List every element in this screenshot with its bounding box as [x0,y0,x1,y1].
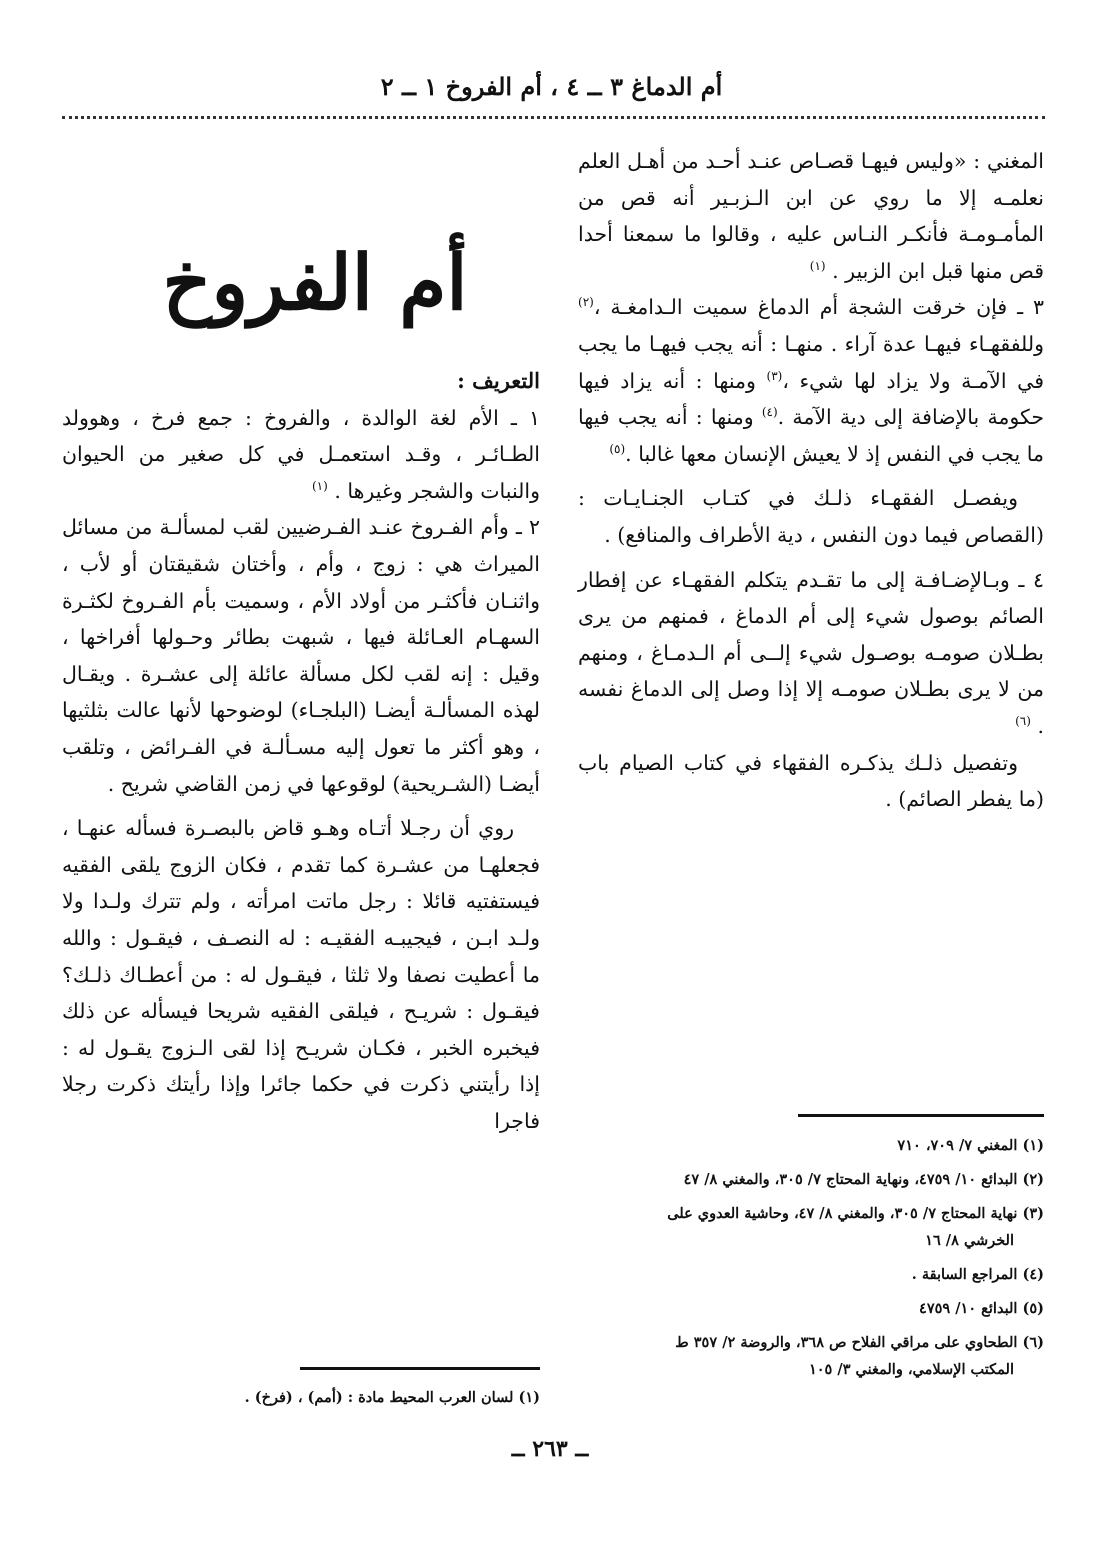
footnote-text: المغني ٧/ ٧٠٩، ٧١٠ [897,1137,1018,1154]
footnote-ref: (٣) [766,368,783,383]
footnote-ref: (٢) [578,295,594,310]
paragraph [578,289,1044,472]
footnote-number: (٥) [1022,1300,1044,1317]
paragraph-text: ٣ ـ فإن خرقت الشجة أم الدماغ سميت الـدامغـة ، [593,295,1044,320]
footnote-text: المراجع السابقة . [911,1266,1018,1283]
running-header: أم الدماغ ٣ ــ ٤ ، أم الفروخ ١ ــ ٢ [380,72,723,101]
footnotes-right [578,1132,1044,1390]
footnote-number: (١) [1022,1137,1044,1154]
paragraph: روي أن رجـلا أتـاه وهـو قاض بالبصـرة فسأله عنهـا ، فجعلهـا من عشـرة كما تقدم ، فكان الزوج يلقى الفقيه فيستفتيه قائلا : رجل ماتت امرأته ، ولم تترك ولـدا ولا ولـد ابـن ، فيجيبـه الفقيـه : له النصـف ، فيقـول : والله ما أعطيت نصفا ولا ثلثا ، فيقـول له : من أعطـاك ذلـك؟ فيقـول : شريـح ، فيلقى الفقيه شريحا فيسأله عن ذلك فيخبره الخبر ، فكـان شريـح إذا لقى الـزوج يقـول له : إذا رأيتني ذكرت في حكما جائرا وإذا رأيتك ذكرت رجلا فاجرا [62,816,540,1133]
footnote-text: لسان العرب المحيط مادة : (أمم) ، (فرخ) . [244,1389,514,1406]
footnote-number: (١) [518,1389,540,1406]
page-number: ــ ٢٦٣ ــ [511,1436,589,1462]
footnote [578,1166,1044,1193]
footnote-text: نهاية المحتاج ٧/ ٣٠٥، والمغني ٨/ ٤٧، وحاشية العدوي على [667,1205,1018,1222]
paragraph: ويفصـل الفقهـاء ذلـك في كتـاب الجنـايـات : (القصاص فيما دون النفس ، دية الأطراف والمنافع) . [578,486,1044,547]
footnote [578,1329,1044,1383]
paragraph-text: المغني : «وليس فيهـا قصـاص عنـد أحـد من أهـل العلم نعلمـه إلا ما روي عن ابن الـزبـير أنه قص من المأمـومـة فأنكـر النـاس عليه ، وقالوا ما سمعنا أحدا قص منها قبل ابن الزبير . [578,149,1044,283]
footnote-ref: (٥) [609,441,626,456]
footnote [62,1384,540,1411]
footnote-number: (٤) [1022,1266,1044,1283]
paragraph-text: وللفقهـاء فيهـا عدة آراء . منهـا : أنه يجب فيهـا ما يجب في الآمـة ولا يزاد لها شيء ، [578,331,1044,393]
footnote [578,1132,1044,1159]
paragraph [578,143,1044,289]
paragraph-text: ٤ ـ وبـالإضـافـة إلى ما تقـدم يتكلم الفقهـاء عن إفطار الصائم بوصول شيء إلى أم الدماغ ، فمنهم من يرى بطـلان صومـه بوصـول شيء إلــى أم الـدمـاغ ، ومنهم من لا يرى بطـلان صومـه إلا إذا وصل إلى الدماغ نفسه . [578,567,1044,738]
footnote-text: المكتب الإسلامي، والمغني ٣/ ١٠٥ [808,1361,1014,1378]
paragraph-text: ومنها : أنه يجب فيها ما يجب في النفس إذ لا يعيش الإنسان معها غالبا . [578,405,1044,466]
footnote-ref: (١) [809,258,826,273]
paragraph: وتفصيل ذلـك يذكـره الفقهاء في كتاب الصيام باب (ما يفطر الصائم) . [578,750,1044,812]
footnote [578,1261,1044,1288]
footnote-text: الطحاوي على مراقي الفلاح ص ٣٦٨، والروضة ٢/ ٣٥٧ ط [675,1334,1018,1351]
section-label: التعريف : [457,368,540,393]
footnote-ref: (٦) [1015,714,1031,729]
footnote-ref: (١) [311,478,328,493]
footnote-text: الخرشي ٨/ ١٦ [925,1232,1014,1249]
left-column [62,363,540,1139]
footnote-divider [798,1114,1044,1117]
footnotes-left [62,1384,540,1418]
header-dotted-divider [62,116,1045,119]
right-column [578,143,1044,818]
paragraph: ٢ ـ وأم الفـروخ عنـد الفـرضيين لقب لمسألـة من مسائل الميراث هي : زوج ، وأم ، وأختان شقيقتان أو لأب ، واثنـان فأكثـر من أولاد الأم ، وسميت بأم الفـروخ لكثـرة السهـام العـائلة فيها ، شبهت بطائر وحـولها أفراخها ، وقيل : إنه لقب لكل مسألة عائلة إلى عشـرة . ويقـال لهذه المسألـة أيضـا (البلجـاء) لوضوحها لأنها عالت بثلثيها ، وهو أكثر ما تعول إليه مسـألـة في الفـرائض ، وتلقب أيضـا (الشـريحية) لوقوعها في زمن القاضي شريح . [62,515,540,796]
paragraph-text: ١ ـ الأم لغة الوالدة ، والفروخ : جمع فرخ ، وهوولد الطـائـر ، وقـد استعمـل في كل صغير من الحيوان والنبات والشجر وغيرها . [62,405,540,503]
footnote [578,1295,1044,1322]
footnote-ref: (٤) [761,405,778,420]
paragraph-text: ومنها : أنه يزاد فيها حكومة بالإضافة إلى دية الآمة . [578,368,1044,430]
footnote-number: (٣) [1022,1205,1044,1222]
article-title: أم الفروخ [162,238,468,327]
footnote-number: (٢) [1022,1171,1044,1188]
footnote-text: البدائع ١٠/ ٤٧٥٩، ونهاية المحتاج ٧/ ٣٠٥، والمغني ٨/ ٤٧ [683,1171,1018,1188]
paragraph [62,400,540,510]
paragraph [578,562,1044,745]
footnote-divider [300,1367,540,1370]
footnote-number: (٦) [1022,1334,1044,1351]
footnote-text: البدائع ١٠/ ٤٧٥٩ [919,1300,1018,1317]
footnote [578,1200,1044,1254]
